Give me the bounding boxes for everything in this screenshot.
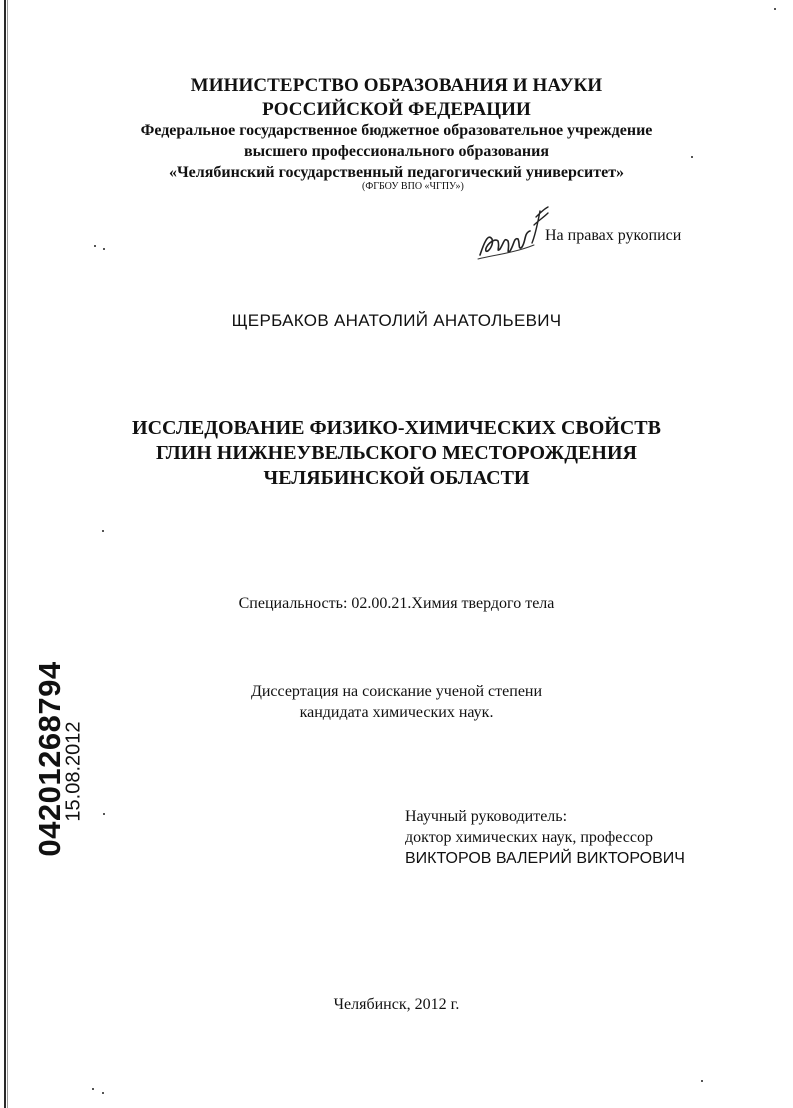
scan-speck — [691, 156, 693, 158]
institution-line-1: Федеральное государственное бюджетное образовательное учреждение — [140, 122, 653, 139]
supervisor-degree: доктор химических наук, профессор — [405, 829, 653, 846]
scan-speck — [102, 530, 104, 532]
institution-line-2: высшего профессионального образования — [243, 143, 550, 160]
degree-line-1: Диссертация на соискание ученой степени — [250, 683, 543, 700]
handwritten-signature-icon — [474, 203, 550, 263]
specialty-line: Специальность: 02.00.21.Химия твердого тела — [238, 595, 555, 612]
manuscript-rights-note: На правах рукописи — [545, 227, 682, 244]
institution-abbreviation: (ФГБОУ ВПО «ЧГПУ») — [362, 181, 464, 192]
degree-statement — [0, 681, 793, 723]
library-stamp-date: 15.08.2012 — [62, 721, 85, 822]
supervisor-block — [405, 806, 685, 869]
author-name: ЩЕРБАКОВ АНАТОЛИЙ АНАТОЛЬЕВИЧ — [231, 311, 562, 330]
scan-speck — [103, 813, 105, 815]
institution-line-3: «Челябинский государственный педагогический университет» — [168, 164, 625, 181]
city-year: Челябинск, 2012 г. — [333, 996, 460, 1013]
dissertation-title — [0, 416, 793, 491]
scan-speck — [103, 248, 105, 250]
scan-speck — [94, 245, 96, 247]
ministry-line-1: МИНИСТЕРСТВО ОБРАЗОВАНИЯ И НАУКИ — [190, 75, 603, 96]
scan-speck — [774, 8, 776, 10]
scan-speck — [701, 1080, 703, 1082]
library-stamp-number: 04201268794 — [32, 661, 67, 857]
title-line-3: ЧЕЛЯБИНСКОЙ ОБЛАСТИ — [263, 467, 530, 489]
ministry-line-2: РОССИЙСКОЙ ФЕДЕРАЦИИ — [262, 99, 531, 120]
scan-speck — [102, 1092, 104, 1094]
supervisor-label: Научный руководитель: — [405, 808, 568, 825]
supervisor-name: ВИКТОРОВ ВАЛЕРИЙ ВИКТОРОВИЧ — [405, 850, 685, 867]
title-line-2: ГЛИН НИЖНЕУВЕЛЬСКОГО МЕСТОРОЖДЕНИЯ — [156, 442, 637, 464]
degree-line-2: кандидата химических наук. — [299, 704, 494, 721]
ministry-heading — [0, 74, 793, 122]
title-line-1: ИССЛЕДОВАНИЕ ФИЗИКО-ХИМИЧЕСКИХ СВОЙСТВ — [132, 417, 661, 439]
scan-speck — [92, 1088, 94, 1090]
institution-heading — [0, 120, 793, 183]
